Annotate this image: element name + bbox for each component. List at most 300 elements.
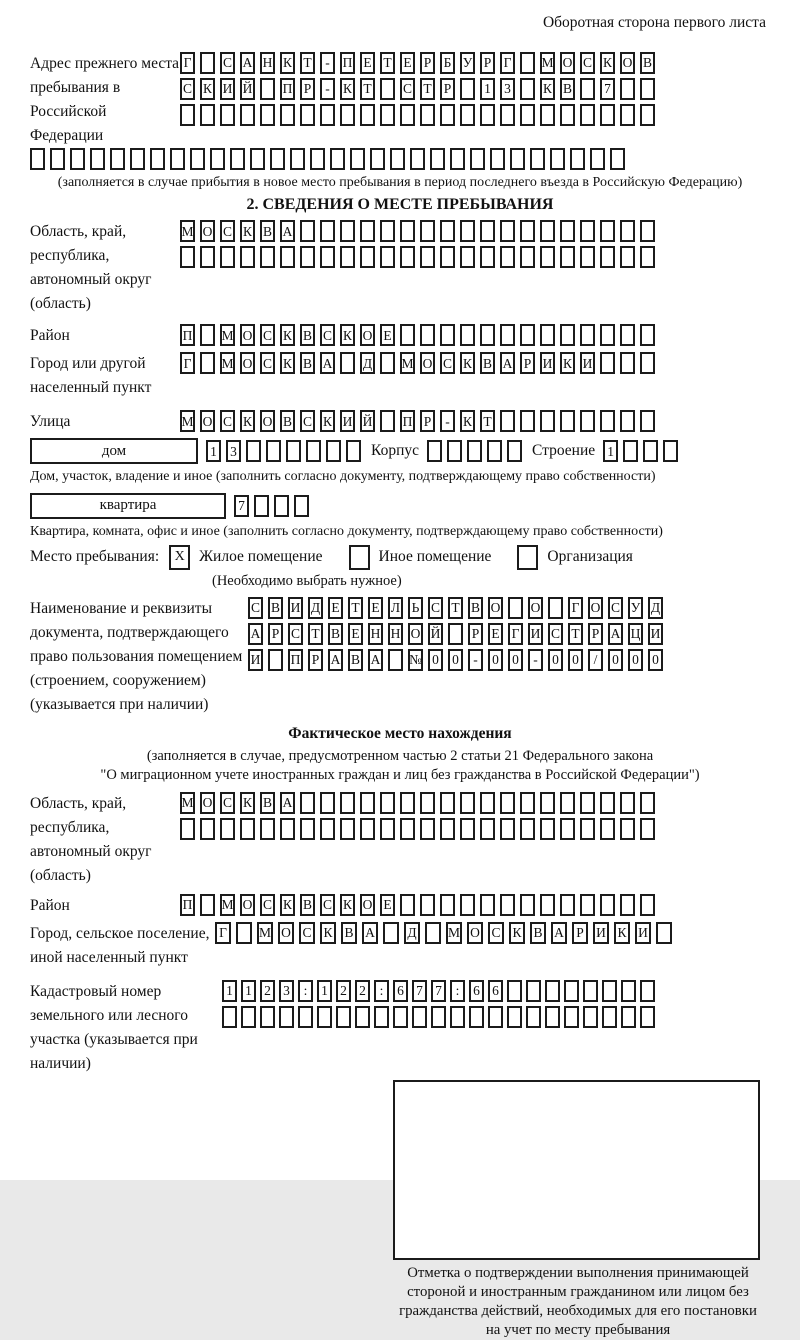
char-cell[interactable] (602, 980, 617, 1002)
char-cell[interactable] (200, 324, 215, 346)
char-cell[interactable] (460, 324, 475, 346)
char-cell[interactable]: : (450, 980, 465, 1002)
char-cell[interactable] (620, 352, 635, 374)
char-cell[interactable]: Е (368, 597, 383, 619)
char-cell[interactable] (600, 894, 615, 916)
char-cell[interactable]: И (528, 623, 543, 645)
char-cell[interactable]: С (220, 410, 235, 432)
char-cell[interactable]: Н (368, 623, 383, 645)
char-cell[interactable]: : (298, 980, 313, 1002)
char-cell[interactable] (294, 495, 309, 517)
char-cell[interactable]: 0 (488, 649, 503, 671)
char-cell[interactable] (240, 818, 255, 840)
char-cell[interactable] (380, 818, 395, 840)
char-cell[interactable] (520, 410, 535, 432)
char-cell[interactable] (643, 440, 658, 462)
char-cell[interactable] (640, 352, 655, 374)
char-cell[interactable] (480, 894, 495, 916)
char-cell[interactable] (548, 597, 563, 619)
char-cell[interactable] (200, 246, 215, 268)
char-cell[interactable]: 1 (603, 440, 618, 462)
char-cell[interactable]: К (509, 922, 525, 944)
char-cell[interactable] (420, 894, 435, 916)
char-cell[interactable] (467, 440, 482, 462)
char-cell[interactable]: О (200, 792, 215, 814)
char-cell[interactable]: М (220, 324, 235, 346)
residential-checkbox[interactable]: X (169, 545, 190, 570)
char-cell[interactable] (480, 220, 495, 242)
char-cell[interactable] (469, 1006, 484, 1028)
char-cell[interactable] (621, 1006, 636, 1028)
char-cell[interactable]: М (180, 410, 195, 432)
char-cell[interactable]: О (420, 352, 435, 374)
char-cell[interactable]: Г (180, 352, 195, 374)
char-cell[interactable] (300, 818, 315, 840)
char-cell[interactable]: А (368, 649, 383, 671)
char-cell[interactable]: М (220, 352, 235, 374)
char-cell[interactable]: М (180, 792, 195, 814)
char-cell[interactable] (260, 104, 275, 126)
char-cell[interactable]: К (614, 922, 630, 944)
char-cell[interactable]: О (240, 324, 255, 346)
char-cell[interactable]: О (240, 894, 255, 916)
char-cell[interactable]: С (580, 52, 595, 74)
char-cell[interactable]: - (440, 410, 455, 432)
char-cell[interactable]: И (593, 922, 609, 944)
char-cell[interactable] (300, 220, 315, 242)
char-cell[interactable] (240, 104, 255, 126)
char-cell[interactable] (320, 792, 335, 814)
char-cell[interactable]: А (280, 220, 295, 242)
char-cell[interactable] (640, 104, 655, 126)
char-cell[interactable] (180, 818, 195, 840)
char-cell[interactable] (500, 894, 515, 916)
char-cell[interactable] (460, 78, 475, 100)
char-cell[interactable]: В (341, 922, 357, 944)
char-cell[interactable]: Г (180, 52, 195, 74)
char-cell[interactable]: С (220, 792, 235, 814)
char-cell[interactable] (480, 818, 495, 840)
char-cell[interactable]: 0 (428, 649, 443, 671)
char-cell[interactable]: У (460, 52, 475, 74)
char-cell[interactable] (470, 148, 485, 170)
char-cell[interactable]: К (240, 220, 255, 242)
char-cell[interactable]: К (240, 410, 255, 432)
char-cell[interactable]: Р (480, 52, 495, 74)
char-cell[interactable]: Р (440, 78, 455, 100)
char-cell[interactable] (640, 894, 655, 916)
char-cell[interactable]: 2 (336, 980, 351, 1002)
char-cell[interactable]: С (548, 623, 563, 645)
char-cell[interactable]: Л (388, 597, 403, 619)
char-cell[interactable] (374, 1006, 389, 1028)
char-cell[interactable] (390, 148, 405, 170)
char-cell[interactable]: - (468, 649, 483, 671)
char-cell[interactable] (640, 818, 655, 840)
char-cell[interactable] (500, 104, 515, 126)
char-cell[interactable]: В (268, 597, 283, 619)
char-cell[interactable] (440, 220, 455, 242)
char-cell[interactable]: Д (404, 922, 420, 944)
char-cell[interactable]: № (408, 649, 423, 671)
char-cell[interactable] (420, 324, 435, 346)
char-cell[interactable]: О (408, 623, 423, 645)
char-cell[interactable] (480, 792, 495, 814)
char-cell[interactable]: С (300, 410, 315, 432)
char-cell[interactable]: 1 (480, 78, 495, 100)
char-cell[interactable]: О (528, 597, 543, 619)
char-cell[interactable]: К (320, 410, 335, 432)
char-cell[interactable] (620, 246, 635, 268)
char-cell[interactable]: М (180, 220, 195, 242)
char-cell[interactable]: В (300, 352, 315, 374)
char-cell[interactable] (640, 78, 655, 100)
char-cell[interactable]: П (280, 78, 295, 100)
char-cell[interactable]: О (620, 52, 635, 74)
char-cell[interactable] (600, 324, 615, 346)
char-cell[interactable] (400, 220, 415, 242)
char-cell[interactable] (583, 980, 598, 1002)
char-cell[interactable] (526, 980, 541, 1002)
char-cell[interactable]: 3 (279, 980, 294, 1002)
char-cell[interactable]: К (280, 52, 295, 74)
char-cell[interactable] (320, 104, 335, 126)
char-cell[interactable]: К (340, 894, 355, 916)
char-cell[interactable]: В (260, 792, 275, 814)
char-cell[interactable] (540, 220, 555, 242)
char-cell[interactable] (180, 104, 195, 126)
char-cell[interactable] (410, 148, 425, 170)
char-cell[interactable]: 0 (448, 649, 463, 671)
char-cell[interactable]: Р (268, 623, 283, 645)
char-cell[interactable] (460, 894, 475, 916)
char-cell[interactable]: 1 (206, 440, 221, 462)
char-cell[interactable] (300, 792, 315, 814)
char-cell[interactable]: О (488, 597, 503, 619)
char-cell[interactable] (412, 1006, 427, 1028)
char-cell[interactable] (507, 980, 522, 1002)
char-cell[interactable]: И (635, 922, 651, 944)
char-cell[interactable] (460, 220, 475, 242)
char-cell[interactable]: 1 (317, 980, 332, 1002)
char-cell[interactable] (380, 410, 395, 432)
char-cell[interactable]: С (440, 352, 455, 374)
char-cell[interactable]: П (400, 410, 415, 432)
char-cell[interactable]: М (540, 52, 555, 74)
char-cell[interactable]: А (362, 922, 378, 944)
char-cell[interactable]: Е (380, 324, 395, 346)
char-cell[interactable] (220, 104, 235, 126)
char-cell[interactable] (520, 894, 535, 916)
char-cell[interactable]: Р (520, 352, 535, 374)
char-cell[interactable] (340, 818, 355, 840)
char-cell[interactable] (663, 440, 678, 462)
char-cell[interactable]: А (248, 623, 263, 645)
char-cell[interactable] (460, 246, 475, 268)
char-cell[interactable] (480, 104, 495, 126)
char-cell[interactable] (340, 246, 355, 268)
char-cell[interactable] (340, 104, 355, 126)
char-cell[interactable] (280, 246, 295, 268)
char-cell[interactable] (500, 246, 515, 268)
char-cell[interactable]: - (528, 649, 543, 671)
char-cell[interactable] (460, 104, 475, 126)
char-cell[interactable]: А (500, 352, 515, 374)
char-cell[interactable]: А (280, 792, 295, 814)
char-cell[interactable]: Р (420, 52, 435, 74)
char-cell[interactable] (540, 324, 555, 346)
char-cell[interactable] (380, 220, 395, 242)
char-cell[interactable] (268, 649, 283, 671)
char-cell[interactable] (580, 324, 595, 346)
char-cell[interactable] (340, 352, 355, 374)
char-cell[interactable] (340, 792, 355, 814)
char-cell[interactable]: Р (308, 649, 323, 671)
char-cell[interactable] (540, 410, 555, 432)
char-cell[interactable]: О (360, 324, 375, 346)
char-cell[interactable] (600, 792, 615, 814)
char-cell[interactable] (580, 78, 595, 100)
char-cell[interactable] (560, 410, 575, 432)
char-cell[interactable] (170, 148, 185, 170)
char-cell[interactable]: И (220, 78, 235, 100)
char-cell[interactable] (621, 980, 636, 1002)
char-cell[interactable] (540, 792, 555, 814)
char-cell[interactable] (300, 246, 315, 268)
char-cell[interactable] (220, 246, 235, 268)
char-cell[interactable] (580, 220, 595, 242)
char-cell[interactable] (360, 104, 375, 126)
char-cell[interactable] (520, 220, 535, 242)
char-cell[interactable] (560, 792, 575, 814)
char-cell[interactable]: Д (308, 597, 323, 619)
char-cell[interactable]: Т (568, 623, 583, 645)
char-cell[interactable]: О (467, 922, 483, 944)
char-cell[interactable] (620, 220, 635, 242)
char-cell[interactable] (520, 52, 535, 74)
char-cell[interactable] (346, 440, 361, 462)
char-cell[interactable] (488, 1006, 503, 1028)
char-cell[interactable] (520, 324, 535, 346)
char-cell[interactable] (388, 649, 403, 671)
char-cell[interactable]: П (340, 52, 355, 74)
char-cell[interactable]: Т (480, 410, 495, 432)
char-cell[interactable]: 0 (648, 649, 663, 671)
char-cell[interactable] (400, 818, 415, 840)
char-cell[interactable] (440, 324, 455, 346)
char-cell[interactable]: Т (420, 78, 435, 100)
char-cell[interactable] (640, 220, 655, 242)
char-cell[interactable]: О (278, 922, 294, 944)
char-cell[interactable] (610, 148, 625, 170)
organization-checkbox[interactable] (517, 545, 538, 570)
char-cell[interactable]: К (320, 922, 336, 944)
char-cell[interactable] (447, 440, 462, 462)
char-cell[interactable] (640, 410, 655, 432)
char-cell[interactable] (380, 78, 395, 100)
char-cell[interactable] (500, 410, 515, 432)
char-cell[interactable]: 7 (600, 78, 615, 100)
char-cell[interactable] (570, 148, 585, 170)
char-cell[interactable] (260, 246, 275, 268)
char-cell[interactable] (260, 818, 275, 840)
char-cell[interactable]: С (488, 922, 504, 944)
char-cell[interactable]: Г (500, 52, 515, 74)
char-cell[interactable]: Е (348, 623, 363, 645)
char-cell[interactable] (420, 818, 435, 840)
char-cell[interactable] (280, 818, 295, 840)
char-cell[interactable]: П (180, 894, 195, 916)
char-cell[interactable] (580, 246, 595, 268)
char-cell[interactable] (274, 495, 289, 517)
char-cell[interactable]: 0 (608, 649, 623, 671)
char-cell[interactable] (200, 52, 215, 74)
char-cell[interactable]: О (260, 410, 275, 432)
char-cell[interactable]: П (180, 324, 195, 346)
char-cell[interactable] (520, 246, 535, 268)
char-cell[interactable]: Н (388, 623, 403, 645)
char-cell[interactable]: С (320, 324, 335, 346)
char-cell[interactable]: К (560, 352, 575, 374)
char-cell[interactable] (336, 1006, 351, 1028)
char-cell[interactable] (560, 894, 575, 916)
char-cell[interactable]: 7 (431, 980, 446, 1002)
char-cell[interactable]: 7 (234, 495, 249, 517)
char-cell[interactable] (310, 148, 325, 170)
other-premises-checkbox[interactable] (349, 545, 370, 570)
char-cell[interactable] (600, 246, 615, 268)
char-cell[interactable] (564, 980, 579, 1002)
char-cell[interactable] (590, 148, 605, 170)
char-cell[interactable] (440, 246, 455, 268)
char-cell[interactable] (460, 792, 475, 814)
char-cell[interactable] (540, 894, 555, 916)
char-cell[interactable] (431, 1006, 446, 1028)
char-cell[interactable] (545, 980, 560, 1002)
char-cell[interactable]: 6 (393, 980, 408, 1002)
char-cell[interactable] (580, 410, 595, 432)
char-cell[interactable]: О (360, 894, 375, 916)
char-cell[interactable] (427, 440, 442, 462)
char-cell[interactable] (370, 148, 385, 170)
char-cell[interactable] (70, 148, 85, 170)
char-cell[interactable] (280, 104, 295, 126)
char-cell[interactable]: О (200, 220, 215, 242)
char-cell[interactable]: О (200, 410, 215, 432)
char-cell[interactable] (200, 818, 215, 840)
char-cell[interactable]: Ь (408, 597, 423, 619)
char-cell[interactable]: К (240, 792, 255, 814)
char-cell[interactable]: К (340, 78, 355, 100)
char-cell[interactable]: И (540, 352, 555, 374)
char-cell[interactable]: К (340, 324, 355, 346)
char-cell[interactable] (330, 148, 345, 170)
char-cell[interactable] (326, 440, 341, 462)
char-cell[interactable]: С (260, 324, 275, 346)
char-cell[interactable] (560, 220, 575, 242)
char-cell[interactable] (564, 1006, 579, 1028)
char-cell[interactable] (640, 980, 655, 1002)
char-cell[interactable]: В (640, 52, 655, 74)
char-cell[interactable] (298, 1006, 313, 1028)
char-cell[interactable]: П (288, 649, 303, 671)
char-cell[interactable] (460, 818, 475, 840)
char-cell[interactable]: А (328, 649, 343, 671)
char-cell[interactable] (420, 220, 435, 242)
char-cell[interactable] (400, 894, 415, 916)
char-cell[interactable]: Т (360, 78, 375, 100)
char-cell[interactable] (620, 894, 635, 916)
char-cell[interactable] (600, 818, 615, 840)
char-cell[interactable]: А (240, 52, 255, 74)
char-cell[interactable] (620, 78, 635, 100)
char-cell[interactable] (190, 148, 205, 170)
char-cell[interactable] (320, 818, 335, 840)
char-cell[interactable] (430, 148, 445, 170)
char-cell[interactable] (150, 148, 165, 170)
char-cell[interactable] (360, 792, 375, 814)
char-cell[interactable] (317, 1006, 332, 1028)
char-cell[interactable]: М (220, 894, 235, 916)
char-cell[interactable]: 6 (488, 980, 503, 1002)
char-cell[interactable]: К (460, 352, 475, 374)
char-cell[interactable]: О (560, 52, 575, 74)
char-cell[interactable]: С (180, 78, 195, 100)
char-cell[interactable] (620, 324, 635, 346)
char-cell[interactable]: С (220, 52, 235, 74)
char-cell[interactable]: Р (588, 623, 603, 645)
char-cell[interactable]: 1 (241, 980, 256, 1002)
char-cell[interactable] (240, 246, 255, 268)
char-cell[interactable]: Н (260, 52, 275, 74)
char-cell[interactable]: И (288, 597, 303, 619)
char-cell[interactable]: К (280, 894, 295, 916)
char-cell[interactable] (640, 246, 655, 268)
char-cell[interactable] (600, 220, 615, 242)
char-cell[interactable] (290, 148, 305, 170)
char-cell[interactable]: В (300, 894, 315, 916)
char-cell[interactable]: К (200, 78, 215, 100)
char-cell[interactable]: В (348, 649, 363, 671)
char-cell[interactable]: Е (488, 623, 503, 645)
char-cell[interactable] (380, 246, 395, 268)
char-cell[interactable]: Р (420, 410, 435, 432)
char-cell[interactable] (440, 894, 455, 916)
char-cell[interactable] (640, 792, 655, 814)
char-cell[interactable] (90, 148, 105, 170)
char-cell[interactable] (425, 922, 441, 944)
char-cell[interactable] (320, 246, 335, 268)
char-cell[interactable] (241, 1006, 256, 1028)
char-cell[interactable] (360, 220, 375, 242)
char-cell[interactable]: Б (440, 52, 455, 74)
char-cell[interactable] (30, 148, 45, 170)
char-cell[interactable]: : (374, 980, 389, 1002)
char-cell[interactable]: С (288, 623, 303, 645)
char-cell[interactable]: Т (380, 52, 395, 74)
char-cell[interactable] (340, 220, 355, 242)
char-cell[interactable]: 0 (508, 649, 523, 671)
char-cell[interactable] (380, 352, 395, 374)
char-cell[interactable] (246, 440, 261, 462)
char-cell[interactable]: Е (360, 52, 375, 74)
char-cell[interactable] (580, 104, 595, 126)
char-cell[interactable]: 2 (260, 980, 275, 1002)
char-cell[interactable] (580, 792, 595, 814)
char-cell[interactable] (380, 104, 395, 126)
char-cell[interactable]: М (446, 922, 462, 944)
char-cell[interactable] (480, 324, 495, 346)
